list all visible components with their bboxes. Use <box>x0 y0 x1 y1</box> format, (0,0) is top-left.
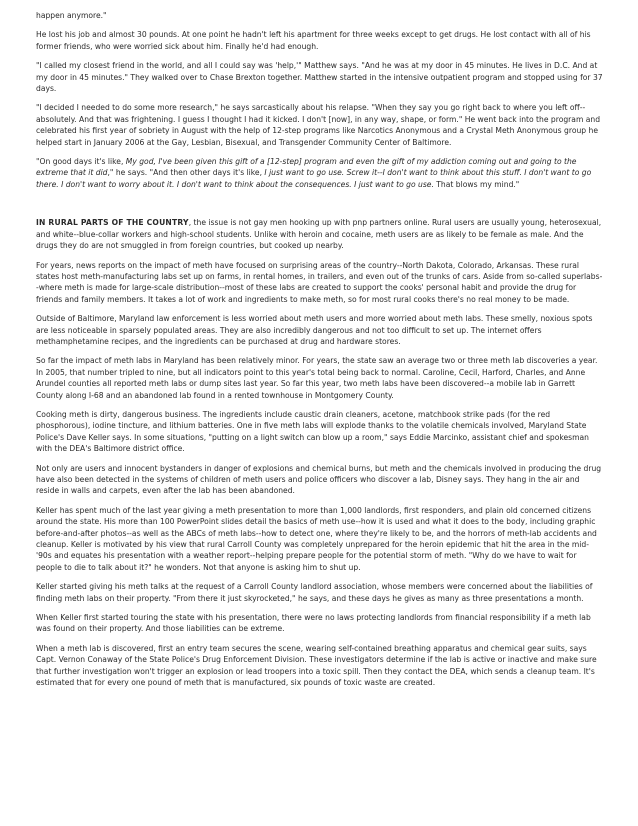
section-lead-rest: , the issue is not gay men hooking up with pnp partners online. Rural users are usually young, heterosexual, and white--blue-collar workers and high-school students. Unlike with heroin and cocaine, meth users are as likely to be female as male. And the drugs they do are not smuggled in from foreign countries, but cooked up nearby. <box>36 218 602 251</box>
paragraph-14: When Keller first started touring the state with his presentation, there were no laws protecting landlords from financial responsibility if a meth lab was found on their property. And those liabilities can be extreme. <box>36 613 591 634</box>
quote-text: "On good days it's like, <box>36 157 126 167</box>
paragraph-8: Outside of Baltimore, Maryland law enforcement is less worried about meth users and more worried about meth labs. These smelly, noxious spots are less noticeable in sparsely populated areas. They are also incredibly dangerous and not too difficult to set up. The internet offers methamphetamine recipes, and the ingredients can be purchased at drug and hardware stores. <box>36 314 593 346</box>
section-break <box>36 198 604 217</box>
quote-italic: I just want to go use. Screw it--I don't want to think about this stuff. I don't want to go there. I don't want to worry about it. I don't want to think about the consequences. I just want to go use. <box>36 168 592 189</box>
paragraph-2: He lost his job and almost 30 pounds. At one point he hadn't left his apartment for three weeks except to get drugs. He lost contact with all of his former friends, who were worried sick about him. Finally he'd had enough. <box>36 30 591 51</box>
paragraph-7: For years, news reports on the impact of meth have focused on surprising areas of the country--North Dakota, Colorado, Arkansas. These rural states host meth-manufacturing labs set up on farms, in rental homes, in trailers, and even out of the trunks of cars. Aside from so-called superlabs--where meth is made for large-scale distribution--most of these labs are created to support the cooks' personal habit and provide the drug for friends and family members. It takes a lot of work and ingredients to make meth, so for most rural cooks there's no real money to be made. <box>36 260 603 304</box>
article-body <box>36 10 604 697</box>
paragraph-11: Not only are users and innocent bystanders in danger of explosions and chemical burns, but meth and the chemicals involved in producing the drug have also been detected in the systems of children of meth users and police officers who discover a lab, Disney says. They hang in the air and reside in walls and carpets, even after the lab has been abandoned. <box>36 463 602 496</box>
paragraph-12: Keller has spent much of the last year giving a meth presentation to more than 1,000 landlords, first responders, and plain old concerned citizens around the state. His more than 100 PowerPoint slides detail the basics of meth use--how it is used and what it does to the body, including graphic before-and-after photos--as well as the ABCs of meth labs--how to detect one, where they're likely to be, and the horrors of meth-lab accidents and cleanup. Keller is motivated by his view that rural Carroll County was completely unprepared for the heroin epidemic that hit the area in the mid-'90s and equates his presentation with a weather report--helping prepare people for the potential storm of meth. "Why do we have to wait for people to die to talk about it?" he wonders. Not that anyone is asking him to shut up. <box>36 505 597 572</box>
paragraph-5 <box>36 156 604 190</box>
paragraph-1: happen anymore." <box>36 11 107 20</box>
paragraph-10: Cooking meth is dirty, dangerous business. The ingredients include caustic drain cleaners, acetone, matchbook strike pads (for the red phosphorous), iodine tincture, and lithium batteries. One in five meth labs will explode thanks to the volatile chemicals involved, Maryland State Police's Dave Keller says. In some situations, "putting on a light switch can blow up a room," says Eddie Marcinko, assistant chief and spokesman with the DEA's Baltimore district office. <box>36 409 589 454</box>
quote-text: That blows my mind." <box>433 179 520 189</box>
paragraph-13: Keller started giving his meth talks at the request of a Carroll County landlord association, whose members were concerned about the liabilities of finding meth labs on their property. "From there it just skyrocketed," he says, and these days he gives as many as three presentations a month. <box>36 582 593 603</box>
paragraph-9: So far the impact of meth labs in Maryland has been relatively minor. For years, the state saw an average two or three meth lab discoveries a year. In 2005, that number tripled to nine, but all indicators point to this year's total being back to normal. Caroline, Cecil, Harford, Charles, and Anne Arundel counties all reported meth labs or dump sites last year. So far this year, two meth labs have been discovered--a mobile lab in Garrett County along I-68 and an abandoned lab found in a rented townhouse in Montgomery County. <box>36 356 598 400</box>
quote-italic: My god, I've been given this gift of a [12-step] program and even the gift of my addiction coming out and going to the extreme that it did <box>36 157 577 178</box>
paragraph-3: "I called my closest friend in the world, and all I could say was 'help,'" Matthew says. "And he was at my door in 45 minutes. He lives in D.C. And at my door in 45 minutes." They walked over to Chase Brexton together. Matthew started in the intensive outpatient program and stopped using for 37 days. <box>36 61 603 94</box>
paragraph-15: When a meth lab is discovered, first an entry team secures the scene, wearing self-contained breathing apparatus and chemical gear suits, says Capt. Vernon Conaway of the State Police's Drug Enforcement Division. These investigators determine if the lab is active or inactive and make sure that further investigation won't trigger an explosion or lead troopers into a toxic spill. Then they contact the DEA, which sends a cleanup team. It's estimated that for every one pound of meth that is manufactured, six pounds of toxic waste are created. <box>36 643 597 688</box>
quote-text: ," he says. "And then other days it's like, <box>107 168 265 178</box>
paragraph-6 <box>36 217 604 251</box>
paragraph-4: "I decided I needed to do some more research," he says sarcastically about his relapse. "When they say you go right back to where you left off--absolutely. And that was frightening. I guess I thought I had it kicked. I don't [now], in any way, shape, or form." He went back into the program and celebrated his first year of sobriety in August with the help of 12-step programs like Narcotics Anonymous and a Crystal Meth Anonymous group he helped start in January 2006 at the Gay, Lesbian, Bisexual, and Transgender Community Center of Baltimore. <box>36 103 601 147</box>
section-lead-in: IN RURAL PARTS OF THE COUNTRY <box>36 218 189 228</box>
